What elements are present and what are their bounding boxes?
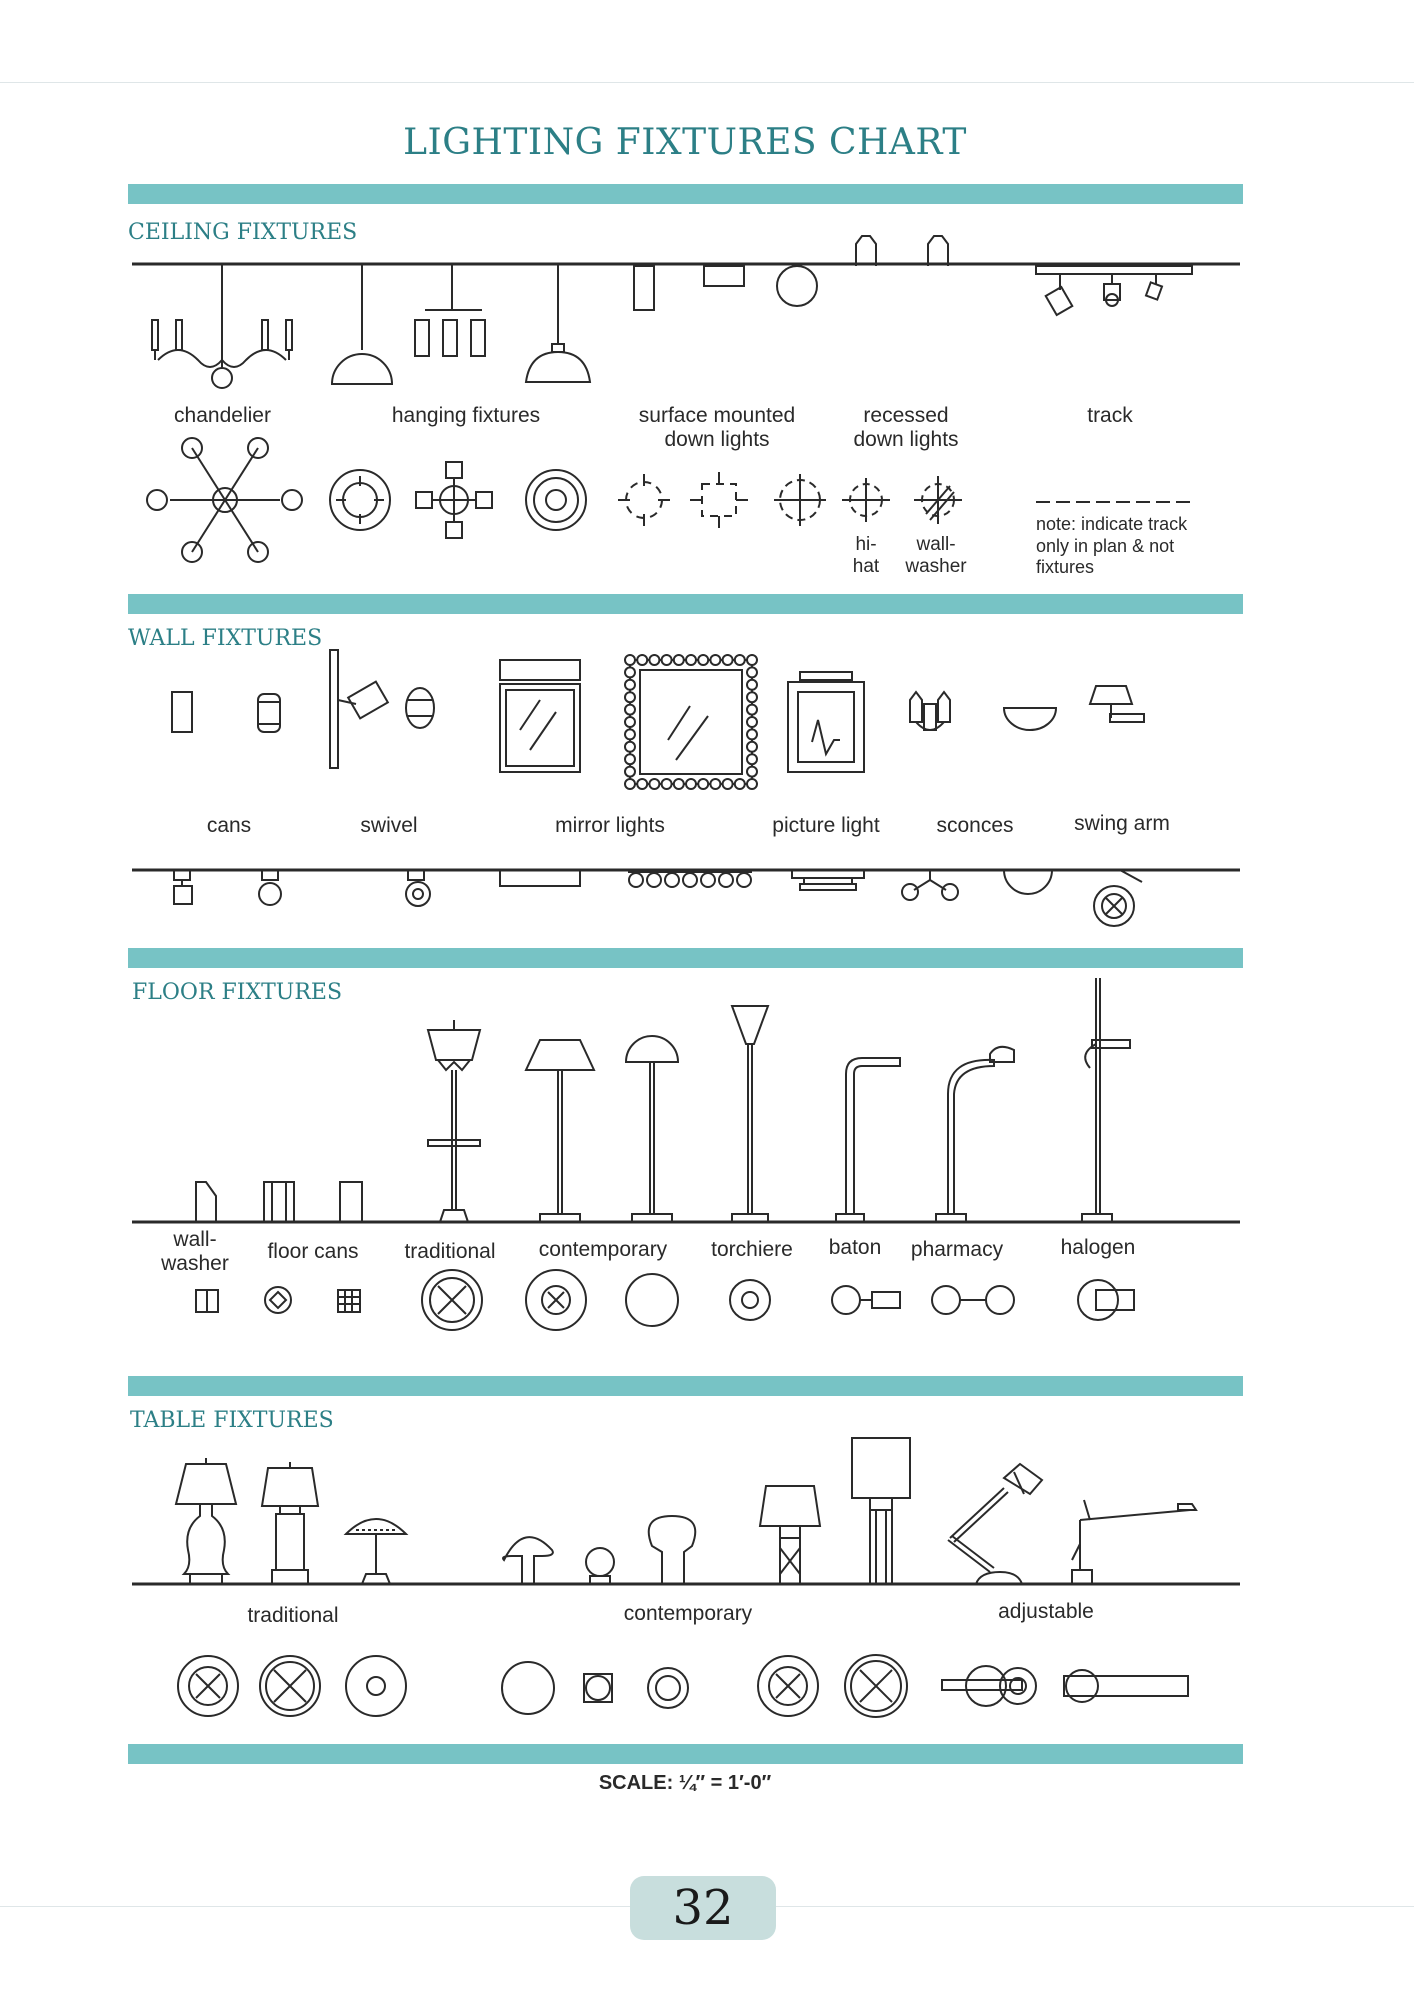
adjustable-lamps-icons — [948, 1464, 1196, 1584]
floor-contemporary-lamp-icon — [526, 1036, 678, 1222]
wall-heading: WALL FIXTURES — [128, 626, 323, 651]
recessed-elevation-icons — [856, 236, 948, 266]
table-contemporary-lamps-icons — [503, 1438, 910, 1584]
scale-note: SCALE: ¼″ = 1′-0″ — [598, 1772, 772, 1794]
label-halogen: halogen — [1060, 1236, 1136, 1259]
halogen-lamp-icon — [1082, 978, 1130, 1222]
label-adjustable: adjustable — [998, 1600, 1094, 1623]
pendant-shade-icon — [526, 264, 590, 382]
track-note: note: indicate track only in plan & not fixtures — [1036, 514, 1188, 578]
label-floor-contemporary: contemporary — [538, 1238, 668, 1261]
table-traditional-lamps-icons — [176, 1458, 406, 1584]
sconces-icon — [910, 692, 950, 730]
label-track: track — [1087, 404, 1133, 427]
wall-plan-icons — [174, 870, 1142, 926]
page-number: 32 — [630, 1876, 776, 1940]
surface-mounted-icons — [634, 266, 817, 310]
swing-arm-icon — [1090, 686, 1144, 722]
label-floor-cans: floor cans — [267, 1240, 359, 1263]
label-sconces: sconces — [936, 814, 1014, 837]
floor-wallwasher-icon — [196, 1182, 216, 1222]
label-cans: cans — [206, 814, 252, 837]
pendant-dome-icon — [332, 264, 392, 384]
label-hi-hat: hi- hat — [852, 534, 880, 577]
chandelier-plan-icon — [147, 438, 302, 562]
mirror-bulbs-icon — [625, 655, 757, 789]
label-torchiere: torchiere — [711, 1238, 793, 1261]
sconce-bowl-icon — [1004, 708, 1056, 730]
mirror-plan-bulbs-icon — [629, 873, 751, 887]
label-floor-traditional: traditional — [404, 1240, 496, 1263]
label-swivel: swivel — [360, 814, 418, 837]
label-recessed: recessed down lights — [853, 404, 959, 452]
label-picture-light: picture light — [772, 814, 880, 837]
label-mirror-lights: mirror lights — [555, 814, 665, 837]
baton-lamp-icon — [836, 1058, 900, 1222]
ceiling-heading: CEILING FIXTURES — [128, 220, 358, 245]
track-elevation-icons — [1036, 266, 1192, 315]
label-table-traditional: traditional — [247, 1604, 339, 1627]
page-title: LIGHTING FIXTURES CHART — [403, 122, 967, 163]
label-wall-washer: wall- washer — [905, 534, 967, 577]
label-chandelier: chandelier — [174, 404, 271, 427]
label-hanging-fixtures: hanging fixtures — [391, 404, 541, 427]
label-surface-mounted: surface mounted down lights — [638, 404, 796, 452]
recessed-plan-icons — [842, 476, 962, 524]
hanging-plan-icons — [330, 462, 586, 538]
floor-heading: FLOOR FIXTURES — [132, 980, 343, 1005]
floor-plan-icons — [196, 1270, 1134, 1330]
label-swing-arm: swing arm — [1074, 812, 1170, 835]
pharmacy-lamp-icon — [936, 1047, 1014, 1222]
table-plan-icons — [178, 1655, 1188, 1717]
floor-traditional-lamp-icon — [428, 1020, 480, 1222]
label-baton: baton — [828, 1236, 882, 1259]
label-pharmacy: pharmacy — [910, 1238, 1004, 1261]
swivel-icons — [330, 650, 434, 768]
pendant-cluster-icon — [415, 264, 485, 356]
chandelier-elevation-icon — [152, 264, 292, 388]
floor-cans-icons — [264, 1182, 362, 1222]
torchiere-icon — [732, 1006, 768, 1222]
wall-cans-icons — [172, 692, 280, 732]
picture-light-icon — [788, 672, 864, 772]
label-table-contemporary: contemporary — [623, 1602, 753, 1625]
surface-plan-icons — [618, 472, 826, 528]
label-floor-wall-washer: wall- washer — [161, 1228, 229, 1275]
table-heading: TABLE FIXTURES — [130, 1408, 334, 1433]
